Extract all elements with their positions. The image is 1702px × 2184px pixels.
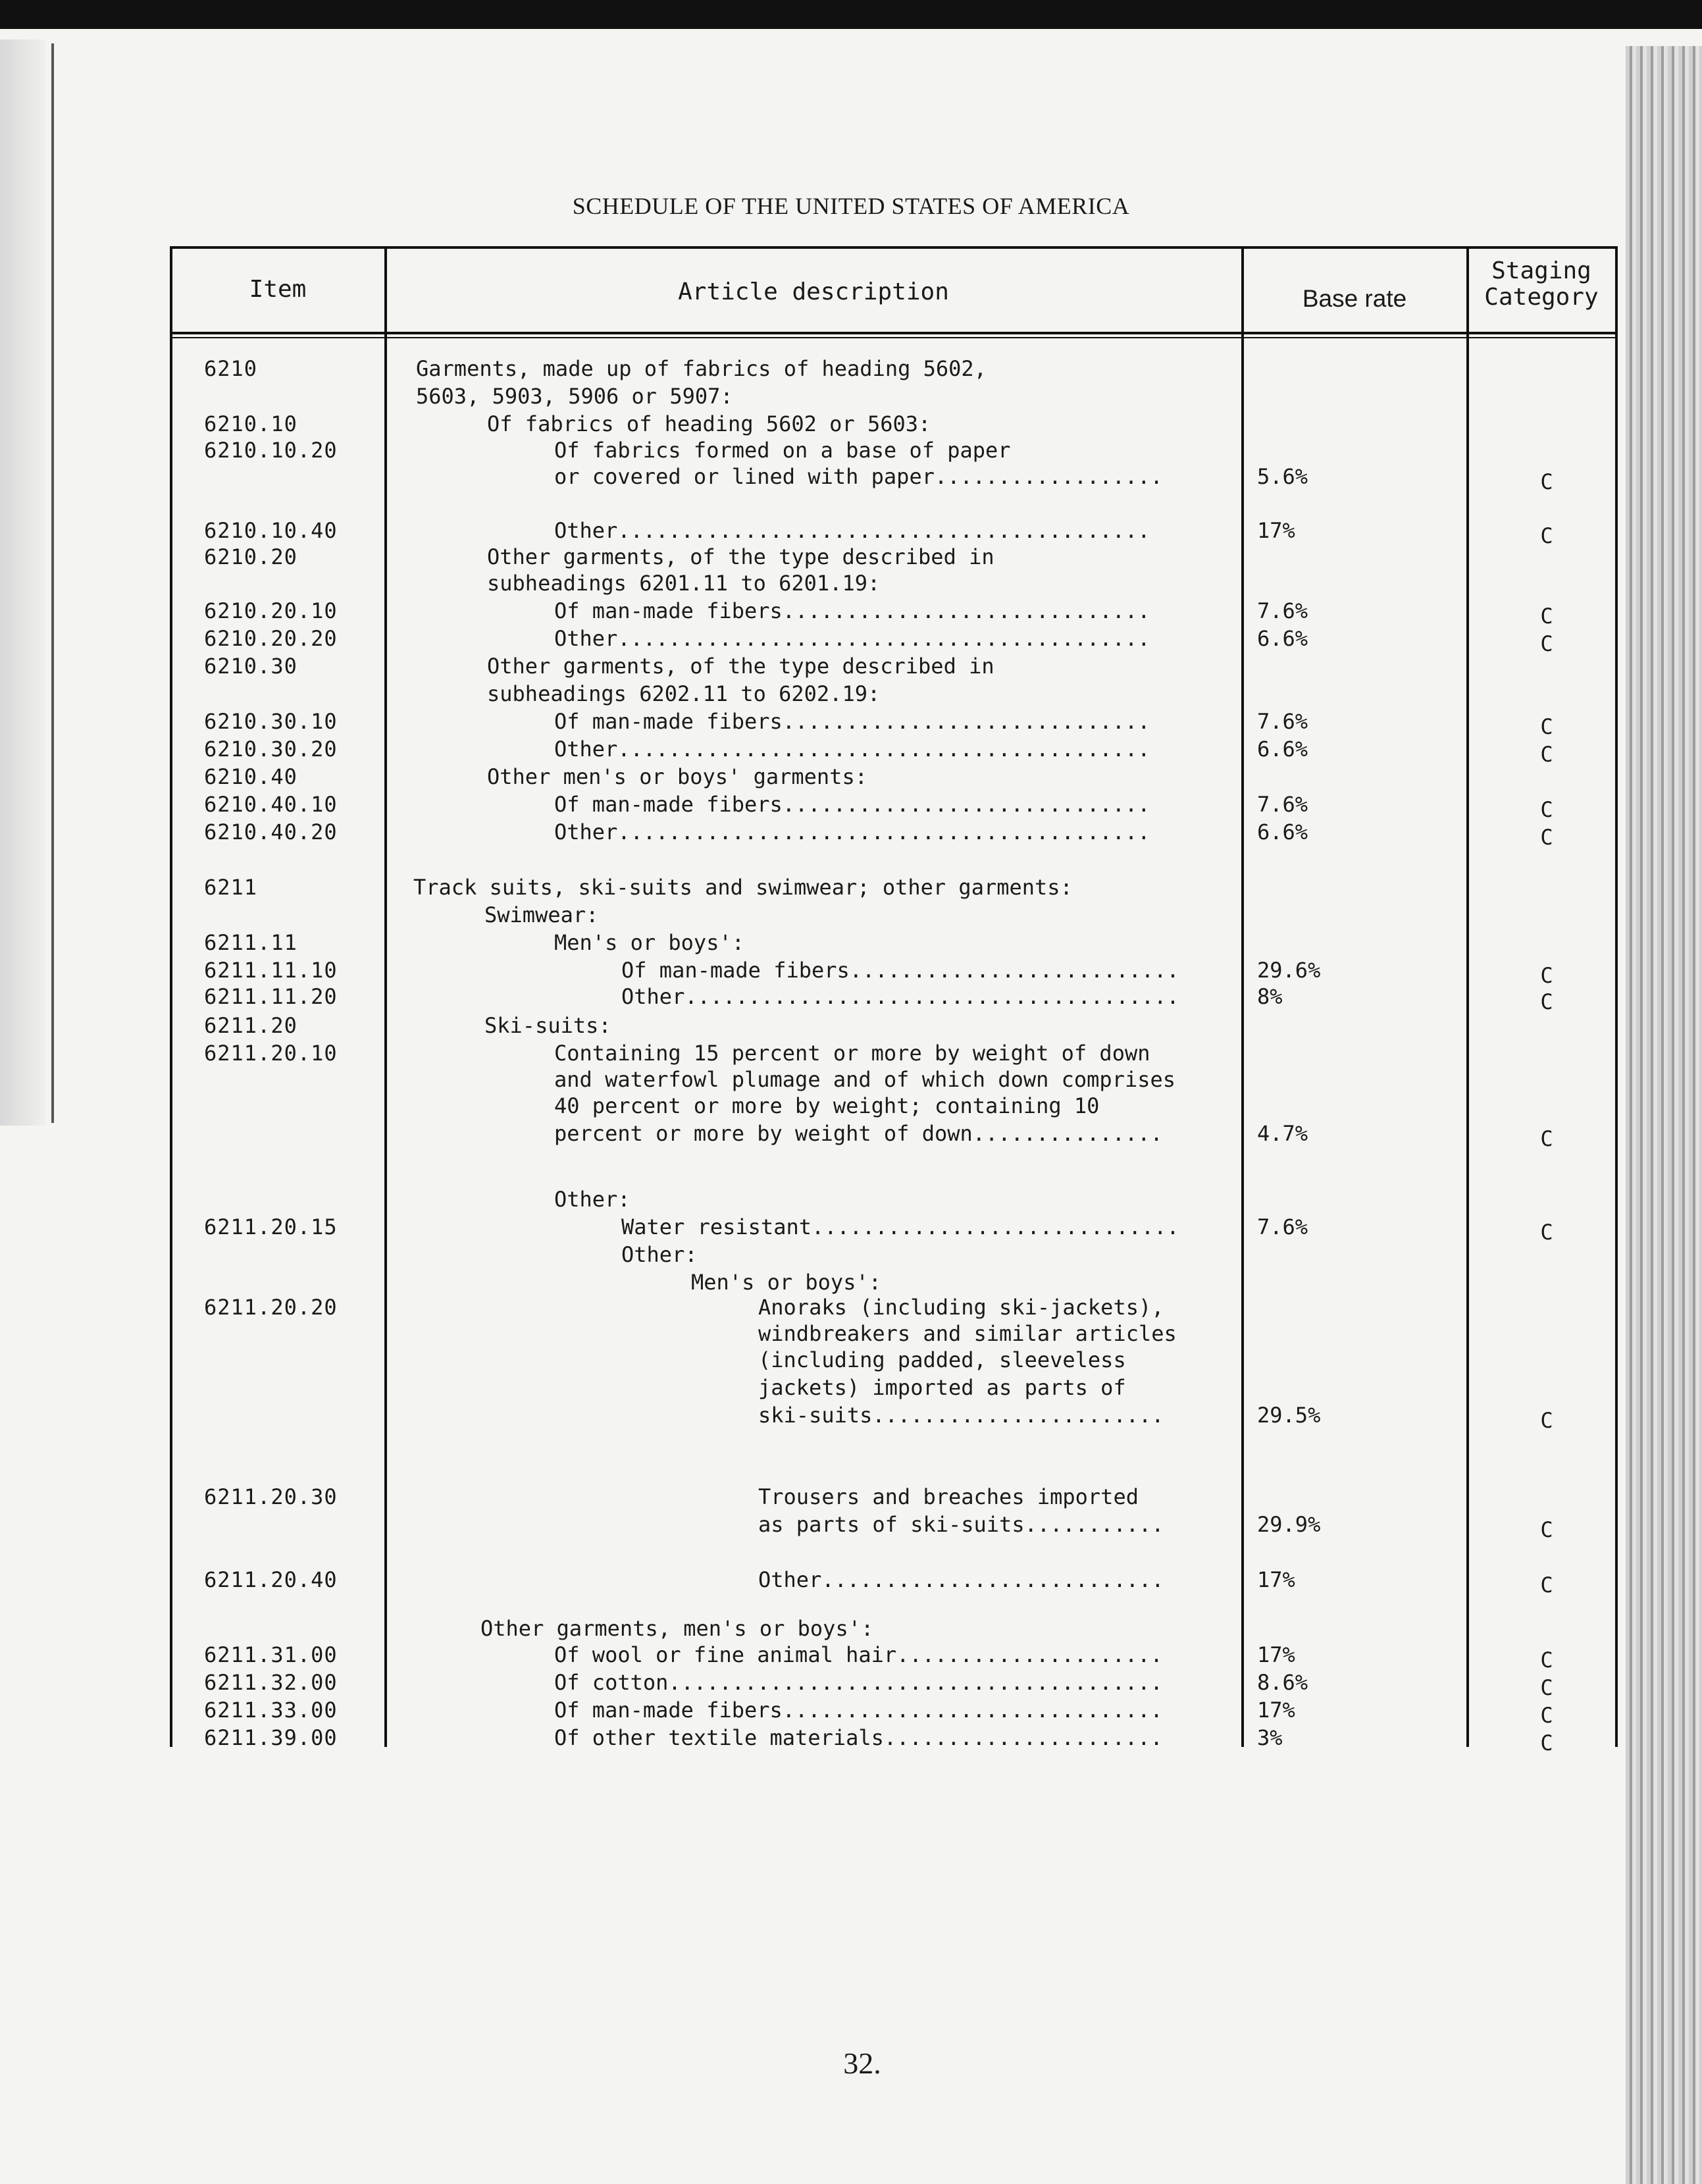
staging-category: C	[1540, 631, 1553, 656]
item-code: 6211	[204, 875, 258, 900]
base-rate: 6.6%	[1257, 626, 1308, 651]
item-code: 6210.10	[204, 411, 297, 436]
item-code: 6210.40	[204, 764, 297, 789]
article-description: Of man-made fibers.............................	[554, 598, 1150, 623]
article-description: Of man-made fibers.............................	[554, 709, 1150, 734]
article-description: Trousers and breaches imported	[758, 1484, 1139, 1509]
item-code: 6211.20.20	[204, 1295, 338, 1320]
base-rate: 7.6%	[1257, 792, 1308, 817]
article-description: subheadings 6201.11 to 6201.19:	[487, 571, 881, 596]
article-description: Of man-made fibers..........................	[621, 958, 1179, 983]
scan-border-top	[0, 0, 1702, 29]
item-code: 6211.39.00	[204, 1725, 338, 1750]
col-divider-left	[170, 246, 172, 1747]
column-header-item: Item	[249, 276, 307, 303]
article-description: Other.......................................	[621, 984, 1179, 1009]
item-code: 6210.30.20	[204, 737, 338, 762]
column-header-base-rate: Base rate	[1302, 285, 1407, 312]
article-description: Containing 15 percent or more by weight of down	[554, 1041, 1150, 1066]
item-code: 6210.20	[204, 544, 297, 569]
article-description: Other men's or boys' garments:	[487, 764, 867, 789]
staging-category: C	[1540, 825, 1553, 850]
staging-category: C	[1540, 1703, 1553, 1728]
article-description: Other..........................................	[554, 518, 1150, 543]
article-description: as parts of ski-suits...........	[758, 1512, 1164, 1537]
column-header-staging-line1: Staging	[1491, 257, 1591, 284]
article-description: Other garments, of the type described in	[487, 654, 994, 679]
article-description: Men's or boys':	[554, 930, 744, 955]
base-rate: 17%	[1257, 1698, 1295, 1723]
base-rate: 7.6%	[1257, 598, 1308, 623]
article-description: Other...........................	[758, 1567, 1164, 1592]
item-code: 6210.30	[204, 654, 297, 679]
base-rate: 4.7%	[1257, 1121, 1308, 1146]
base-rate: 8.6%	[1257, 1670, 1308, 1695]
staging-category: C	[1540, 1126, 1553, 1151]
article-description: jackets) imported as parts of	[758, 1375, 1126, 1400]
article-description: Garments, made up of fabrics of heading 5602,	[416, 356, 987, 381]
item-code: 6211.20	[204, 1013, 297, 1038]
article-description: Of wool or fine animal hair.....................	[554, 1642, 1163, 1667]
base-rate: 17%	[1257, 518, 1295, 543]
page-title: SCHEDULE OF THE UNITED STATES OF AMERICA	[572, 193, 1130, 219]
article-description: Other:	[554, 1187, 631, 1212]
staging-category: C	[1540, 469, 1553, 494]
base-rate: 29.6%	[1257, 958, 1321, 983]
staging-category: C	[1540, 1648, 1553, 1673]
article-description: Other garments, men's or boys':	[480, 1616, 874, 1641]
item-code: 6211.31.00	[204, 1642, 338, 1667]
article-description: Other..........................................	[554, 737, 1150, 762]
item-code: 6211.11.10	[204, 958, 338, 983]
article-description: Other..........................................	[554, 626, 1150, 651]
header-bottom-rule-2	[170, 337, 1618, 338]
article-description: windbreakers and similar articles	[758, 1321, 1177, 1346]
staging-category: C	[1540, 989, 1553, 1014]
staging-category: C	[1540, 1517, 1553, 1542]
item-code: 6211.20.15	[204, 1214, 338, 1239]
base-rate: 5.6%	[1257, 464, 1308, 489]
article-description: or covered or lined with paper..................	[554, 464, 1163, 489]
staging-category: C	[1540, 1730, 1553, 1755]
article-description: Other garments, of the type described in	[487, 544, 994, 569]
col-divider-description	[1241, 246, 1244, 1747]
staging-category: C	[1540, 797, 1553, 822]
article-description: Of man-made fibers.............................	[554, 792, 1150, 817]
article-description: ski-suits.......................	[758, 1403, 1164, 1428]
staging-category: C	[1540, 604, 1553, 629]
article-description: Anoraks (including ski-jackets),	[758, 1295, 1164, 1320]
article-description: Swimwear:	[484, 902, 599, 927]
article-description: Of fabrics formed on a base of paper	[554, 438, 1011, 463]
article-description: Other..........................................	[554, 819, 1150, 845]
article-description: Water resistant.............................	[621, 1214, 1179, 1239]
article-description: Men's or boys':	[691, 1270, 881, 1295]
base-rate: 29.9%	[1257, 1512, 1321, 1537]
col-divider-rate	[1466, 246, 1469, 1747]
column-header-staging-line2: Category	[1484, 284, 1599, 311]
base-rate: 17%	[1257, 1567, 1295, 1592]
item-code: 6211.11.20	[204, 984, 338, 1009]
item-code: 6211.11	[204, 930, 297, 955]
header-bottom-rule	[170, 332, 1618, 334]
item-code: 6210.10.20	[204, 438, 338, 463]
scan-border-right	[1626, 46, 1702, 2184]
col-divider-right	[1615, 246, 1618, 1747]
item-code: 6210.20.10	[204, 598, 338, 623]
article-description: Of other textile materials......................	[554, 1725, 1163, 1750]
item-code: 6210.40.20	[204, 819, 338, 845]
article-description: Of fabrics of heading 5602 or 5603:	[487, 411, 931, 436]
item-code: 6211.32.00	[204, 1670, 338, 1695]
article-description: (including padded, sleeveless	[758, 1347, 1126, 1372]
article-description: percent or more by weight of down...............	[554, 1121, 1163, 1146]
base-rate: 7.6%	[1257, 1214, 1308, 1239]
article-description: Of cotton.......................................	[554, 1670, 1163, 1695]
article-description: and waterfowl plumage and of which down comprises	[554, 1067, 1176, 1092]
item-code: 6211.20.10	[204, 1041, 338, 1066]
item-code: 6211.20.40	[204, 1567, 338, 1592]
item-code: 6210.30.10	[204, 709, 338, 734]
article-description: subheadings 6202.11 to 6202.19:	[487, 681, 881, 706]
item-code: 6210.10.40	[204, 518, 338, 543]
base-rate: 3%	[1257, 1725, 1283, 1750]
col-divider-item	[384, 246, 387, 1747]
item-code: 6210	[204, 356, 258, 381]
item-code: 6211.20.30	[204, 1484, 338, 1509]
page-number: 32.	[843, 2046, 881, 2080]
base-rate: 6.6%	[1257, 819, 1308, 845]
base-rate: 17%	[1257, 1642, 1295, 1667]
article-description: 40 percent or more by weight; containing 10	[554, 1093, 1100, 1118]
staging-category: C	[1540, 1675, 1553, 1700]
staging-category: C	[1540, 714, 1553, 739]
article-description: Track suits, ski-suits and swimwear; other garments:	[413, 875, 1073, 900]
staging-category: C	[1540, 1573, 1553, 1598]
staging-category: C	[1540, 963, 1553, 988]
article-description: Ski-suits:	[484, 1013, 611, 1038]
base-rate: 8%	[1257, 984, 1283, 1009]
column-header-description: Article description	[678, 278, 949, 305]
staging-category: C	[1540, 523, 1553, 548]
item-code: 6210.40.10	[204, 792, 338, 817]
article-description: Of man-made fibers..............................	[554, 1698, 1163, 1723]
base-rate: 7.6%	[1257, 709, 1308, 734]
staging-category: C	[1540, 1408, 1553, 1433]
base-rate: 6.6%	[1257, 737, 1308, 762]
article-description: Other:	[621, 1242, 698, 1267]
table-top-rule	[170, 246, 1618, 249]
staging-category: C	[1540, 1220, 1553, 1245]
article-description: 5603, 5903, 5906 or 5907:	[416, 384, 733, 409]
base-rate: 29.5%	[1257, 1403, 1321, 1428]
item-code: 6211.33.00	[204, 1698, 338, 1723]
staging-category: C	[1540, 742, 1553, 767]
item-code: 6210.20.20	[204, 626, 338, 651]
